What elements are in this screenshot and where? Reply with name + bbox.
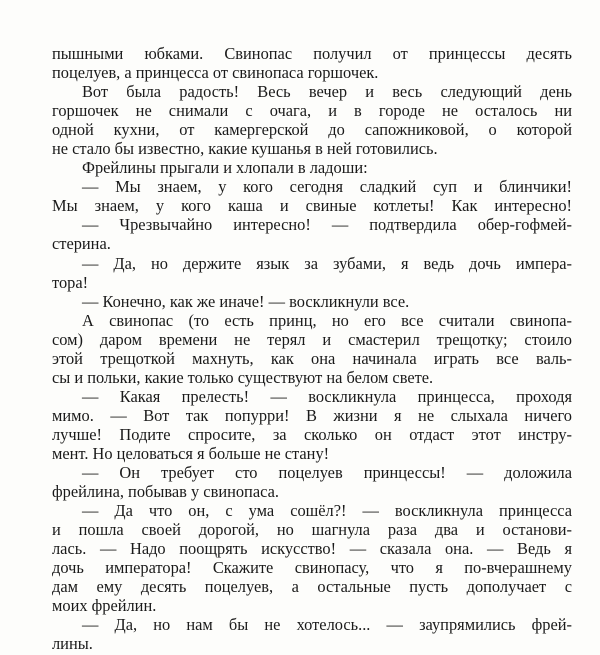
text-line: поцелуев, а принцесса от свинопаса горшочек. bbox=[52, 63, 379, 83]
text-line: пышными юбками. Свинопас получил от принцессы десять bbox=[52, 44, 572, 63]
text-line: этой трещоткой махнуть, как она начинала играть все валь- bbox=[52, 348, 572, 368]
text-line: лины. bbox=[52, 634, 93, 654]
text-line: — Да, но нам бы не хотелось... — заупрямились фрей- bbox=[82, 615, 572, 635]
text-line: А свинопас (то есть принц, но его все считали свинопа- bbox=[82, 310, 572, 330]
text-line: одной кухни, от камергерской до сапожниковой, о которой bbox=[52, 120, 572, 140]
page-text bbox=[52, 44, 572, 654]
text-line: — Да что он, с ума сошёл?! — воскликнула принцесса bbox=[82, 501, 572, 521]
text-line: и пошла своей дорогой, но шагнула раза два и останови- bbox=[52, 520, 572, 540]
text-line: — Какая прелесть! — воскликнула принцесса, проходя bbox=[82, 386, 572, 406]
text-line: — Чрезвычайно интересно! — подтвердила обер-гофмей- bbox=[82, 215, 572, 235]
text-line: стерина. bbox=[52, 234, 111, 254]
text-line: Мы знаем, у кого каша и свиные котлеты! Как интересно! bbox=[52, 196, 572, 216]
text-line: лась. — Надо поощрять искусство! — сказала она. — Ведь я bbox=[52, 539, 572, 559]
text-line: дам ему десять поцелуев, а остальные пусть дополучает с bbox=[52, 577, 572, 597]
text-line: — Да, но держите язык за зубами, я ведь дочь импера- bbox=[82, 253, 572, 273]
text-line: мимо. — Вот так попурри! В жизни я не слыхала ничего bbox=[52, 405, 572, 425]
text-line: горшочек не снимали с очага, и в городе не осталось ни bbox=[52, 101, 572, 121]
text-line: лучше! Подите спросите, за сколько он отдаст этот инстру- bbox=[52, 424, 572, 444]
text-line: сы и польки, какие только существуют на белом свете. bbox=[52, 367, 434, 387]
text-line: моих фрейлин. bbox=[52, 596, 157, 616]
text-line: сом) даром времени не терял и смастерил трещотку; стоило bbox=[52, 329, 572, 349]
text-line: фрейлина, побывав у свинопаса. bbox=[52, 482, 279, 502]
text-line: — Мы знаем, у кого сегодня сладкий суп и блинчики! bbox=[82, 177, 572, 197]
text-line: дочь императора! Скажите свинопасу, что я по-вчерашнему bbox=[52, 558, 572, 578]
text-line: тора! bbox=[52, 272, 89, 292]
text-line: не стало бы известно, какие кушанья в ней готовились. bbox=[52, 139, 438, 159]
text-line: — Конечно, как же иначе! — воскликнули все. bbox=[82, 291, 410, 311]
text-line: Фрейлины прыгали и хлопали в ладоши: bbox=[82, 158, 368, 178]
text-line: мент. Но целоваться я больше не стану! bbox=[52, 443, 330, 463]
text-line: — Он требует сто поцелуев принцессы! — доложила bbox=[82, 463, 572, 483]
text-line: Вот была радость! Весь вечер и весь следующий день bbox=[82, 82, 572, 102]
